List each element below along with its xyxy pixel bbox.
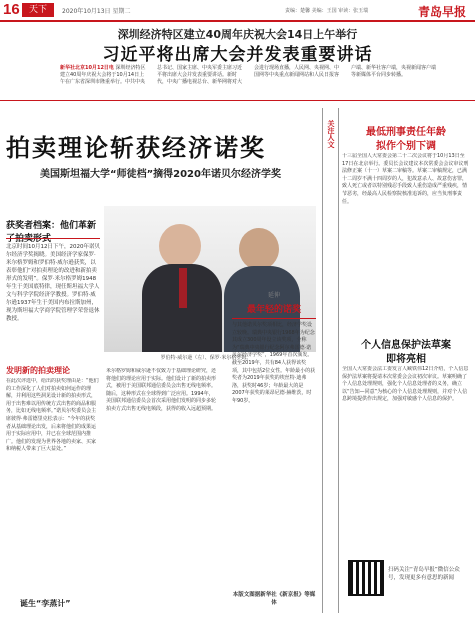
top-story-headline: 习近平将出席大会并发表重要讲话: [102, 45, 373, 65]
photo-caption: 罗伯特·威尔逊（左）、保罗·米尔格罗姆。: [160, 355, 252, 361]
column-divider: [338, 108, 339, 613]
sidebar-story2-body: 全国人大常委会法工委发言人臧铁伟12日介绍，个人信息保护法草案将提请本次常委会会议初次审议。草案明确了个人信息处理规则，强化个人信息处理者的义务，确立以“告知—同意”为核心的个人信息处理规则，并对个人信息跨境提供作出规定，加强对敏感个人信息的保护。: [342, 366, 469, 403]
source-credit: 本版文图据新华社《新京报》等媒体: [232, 592, 316, 606]
sidebar-story1-body: 十三届全国人大常委会第二十二次会议将于10月13日至17日在北京举行。委员长会议建议本次常委会会议审议刑法修正案（十一）草案二审稿等。草案二审稿规定，已满十二周岁不满十四周岁的人，犯故意杀人、故意伤害罪，致人死亡或者以特别残忍手段致人重伤造成严重残疾，情节恶劣，经最高人民检察院核准追诉的，应当负刑事责任。: [342, 153, 469, 205]
feature-headline: 拍卖理论斩获经济诺奖: [6, 134, 266, 162]
sidebar-story2-title-line1: 个人信息保护法草案: [361, 340, 451, 351]
section2-title: 诞生“孪蒸计”: [20, 599, 71, 608]
qr-caption: 扫码关注“青岛早报”微信公众号，发现更多有意思的新闻: [388, 567, 460, 581]
box-body: 与其他诺贝尔奖项相比，经济学奖设立较晚。瑞典中央银行1968年为纪念其成立300周年设立该奖项，全称为“瑞典中央银行纪念阿尔弗雷德·诺贝尔经济学奖”，1969年首次颁发。截至2019年，共有84人获得该奖项，其中包括2位女性。年龄最小的获奖者为2019年获奖的埃丝特·迪弗洛，获奖时46岁；年龄最大的是2007年获奖的莱昂尼德·赫维茨，时年90岁。: [232, 318, 316, 558]
sidebar-story2-title-line2: 即将亮相: [386, 354, 426, 365]
section1-title: 发明新的拍卖理论: [6, 366, 70, 375]
sidebar-story1-title-line1: 最低刑事责任年龄: [366, 127, 446, 138]
sidebar-story1-title-line2: 拟作个别下调: [376, 141, 436, 152]
issue-date: 2020年10月13日 星期二: [62, 8, 131, 15]
page-number: 16: [3, 1, 20, 18]
section-divider: [0, 100, 475, 101]
newspaper-logo: 青岛早报: [418, 5, 467, 19]
feature-subtitle: 美国斯坦福大学“师徒档”摘得2020年诺贝尔经济学奖: [40, 169, 281, 180]
section-label: 天下: [22, 3, 54, 17]
vertical-label-text: 关注人文: [327, 120, 335, 148]
person-left-head: [159, 224, 201, 268]
editors-line: 责编：楚馨 美编：王国 审读：张玉瑞: [285, 8, 369, 14]
top-story-dateline: 新华社北京10月12日电: [60, 65, 114, 71]
profile-intro: 北京时间10月12日下午，2020年诺贝尔经济学奖揭晓。美国经济学家保罗·米尔格罗姆和罗伯特·威尔逊获奖，以表彰他们“对拍卖理论的改进和新拍卖形式的发明”。保罗·米尔格罗姆1948年生于美国底特律，现任斯坦福大学人文与科学学院经济学教授。罗伯特·威尔逊1937年生于美国内布拉斯加州，现为斯坦福大学商学院管理学荣誉退休教授。: [6, 238, 100, 358]
section1-body: 在此次评选中，给出的获奖理由是：“他们的工作深化了人们对拍卖如何运作的理解，并利用这些洞见设计新的拍卖形式，用于出售难以用传统方式出售的商品和服务，比如无线电频率。”诺贝尔奖委员会主席彼得·弗雷德里克松表示：“今年的获奖者从基础理论出发，后来将他们的成果运用于实际应用中，并已在全球范围内推广。他们的发现为世界各地的卖家、买家和纳税人带来了巨大益处。”: [6, 378, 99, 453]
vertical-column-label: [322, 108, 338, 613]
top-story-text: 深圳经济特区建立40周年庆祝大会将于10月14日上午在广东省深圳市隆重举行。中共中央总书记、国家主席、中央军委主席习近平将出席大会并发表重要讲话。新时代，中央广播电视总台、新华网将对大会进行现场直播，人民网、央视网、中国网等中央重点新闻网站和人民日报客户端、新华社客户端，央视新闻客户端等新媒体平台同步转播。: [60, 65, 437, 85]
person-right-head: [239, 228, 279, 270]
section2-body: 米尔格罗姆和威尔逊不仅致力于基础理论研究，还将他们的理论应用于实际。他们设计了新的拍卖形式，被用于美国联邦通信委员会出售无线电频率。随后，这种形式在全球得到广泛应用。1994年，美国联邦通信委员会首次采用他们发明的同步多轮拍卖方式出售无线电频段，获得的收入远超预期。: [106, 368, 216, 412]
box-kicker: 延伸: [267, 292, 280, 299]
box-title: 最年轻的诺奖: [246, 305, 301, 315]
top-story-body: [60, 65, 440, 86]
person-left-tie: [179, 268, 187, 308]
profile-subhead: 获奖者档案：他们革新了拍卖形式: [6, 221, 97, 244]
qr-code-icon[interactable]: [348, 560, 384, 596]
top-story-kicker: 深圳经济特区建立40周年庆祝大会14日上午举行: [117, 28, 358, 41]
